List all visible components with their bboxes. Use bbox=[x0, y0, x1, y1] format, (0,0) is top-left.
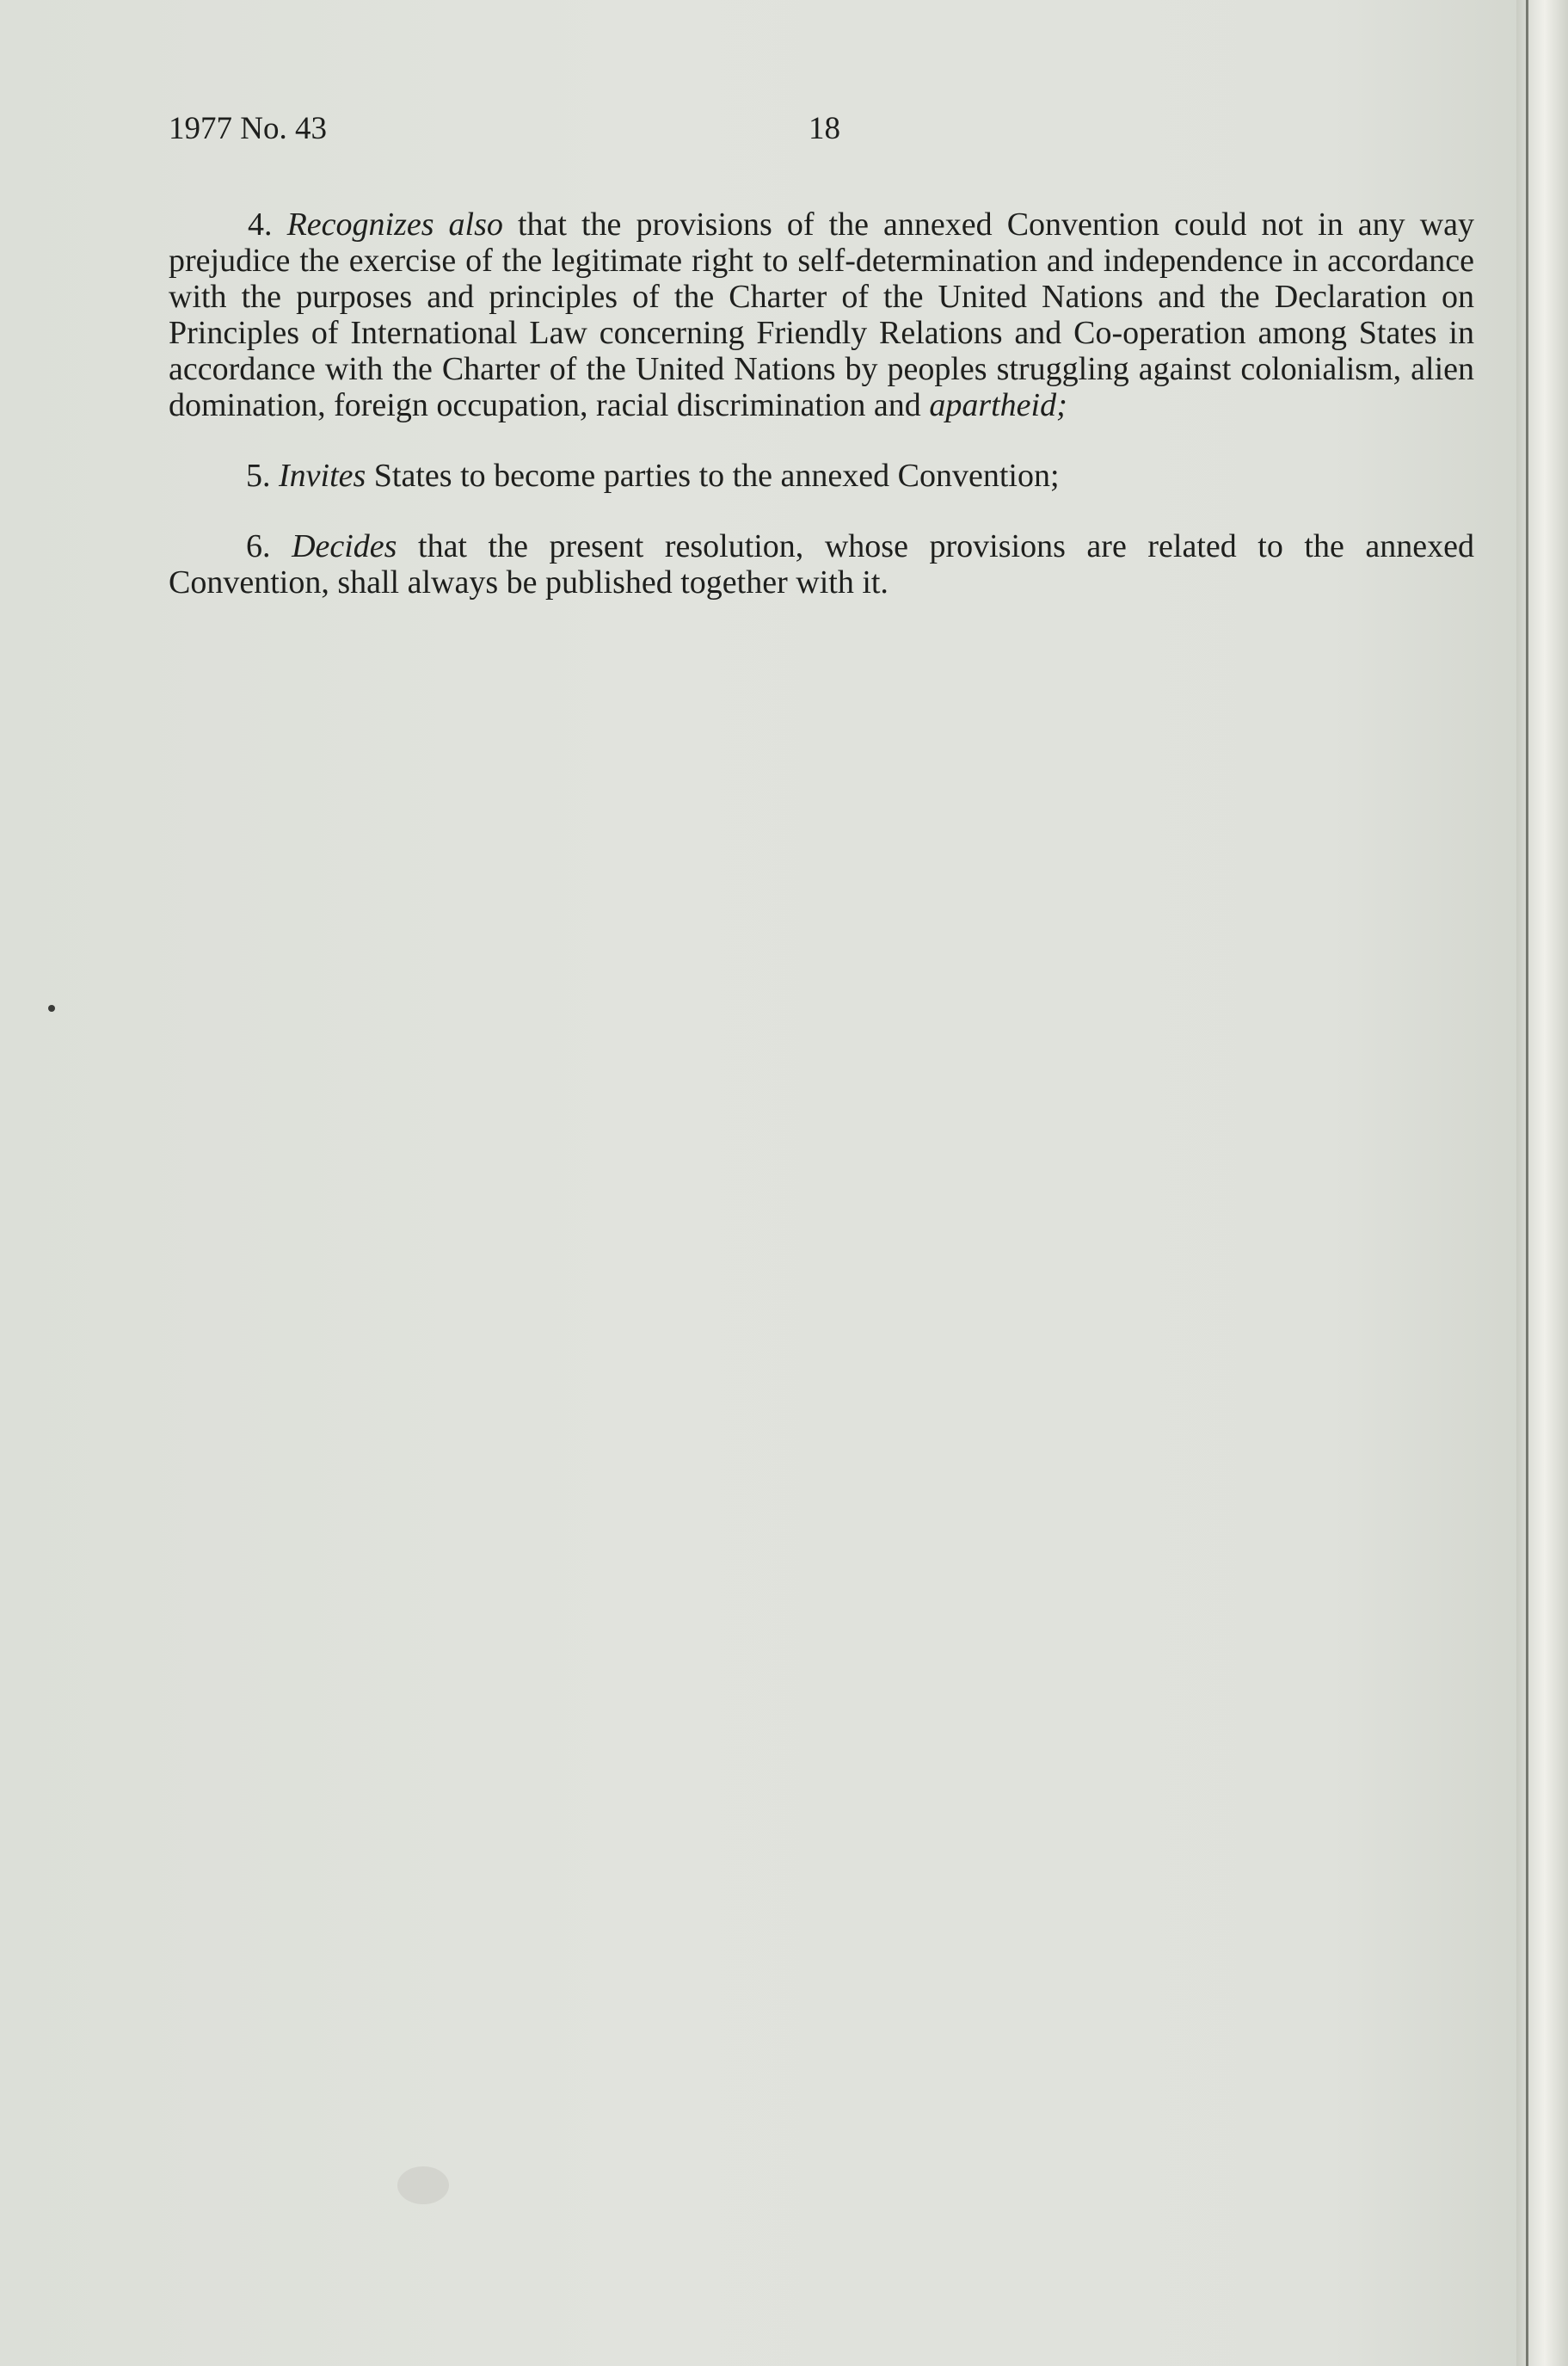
paragraph-lead: Invites bbox=[279, 458, 366, 494]
page-smudge bbox=[397, 2166, 449, 2204]
paragraph-number: 4. bbox=[248, 206, 273, 243]
paragraph-number: 6. bbox=[246, 528, 271, 564]
page-header bbox=[169, 110, 1373, 162]
paragraph-4 bbox=[169, 206, 1474, 423]
paragraph-tail: apartheid; bbox=[929, 387, 1067, 423]
page-binding-edge bbox=[1516, 0, 1568, 2366]
paragraph-5 bbox=[169, 458, 1474, 494]
binding-line bbox=[1526, 0, 1528, 2366]
publication-reference: 1977 No. 43 bbox=[169, 111, 327, 146]
paragraph-lead: Decides bbox=[292, 528, 397, 564]
page-number: 18 bbox=[809, 111, 840, 146]
ink-dot bbox=[48, 1005, 55, 1012]
paragraph-number: 5. bbox=[246, 458, 271, 494]
resolution-text bbox=[169, 206, 1474, 635]
paragraph-body: that the provisions of the annexed Convention could not in any way prejudice the exercise of the legitimate right to self-determination and independence in accordance with the purposes and principles of the Charter of the United Nations and the Declaration on Principles of International Law concerning Friendly Relations and Co-operation among States in accordance with the Charter of the United Nations by peoples struggling against colonialism, alien domination, foreign occupation, racial discrimination and bbox=[169, 206, 1475, 423]
paragraph-lead: Recognizes also bbox=[286, 206, 503, 243]
paragraph-6 bbox=[169, 528, 1474, 601]
paragraph-body: that the present resolution, whose provisions are related to the annexed Convention, shall always be published together with it. bbox=[169, 528, 1474, 601]
paragraph-body: States to become parties to the annexed Convention; bbox=[366, 458, 1060, 494]
